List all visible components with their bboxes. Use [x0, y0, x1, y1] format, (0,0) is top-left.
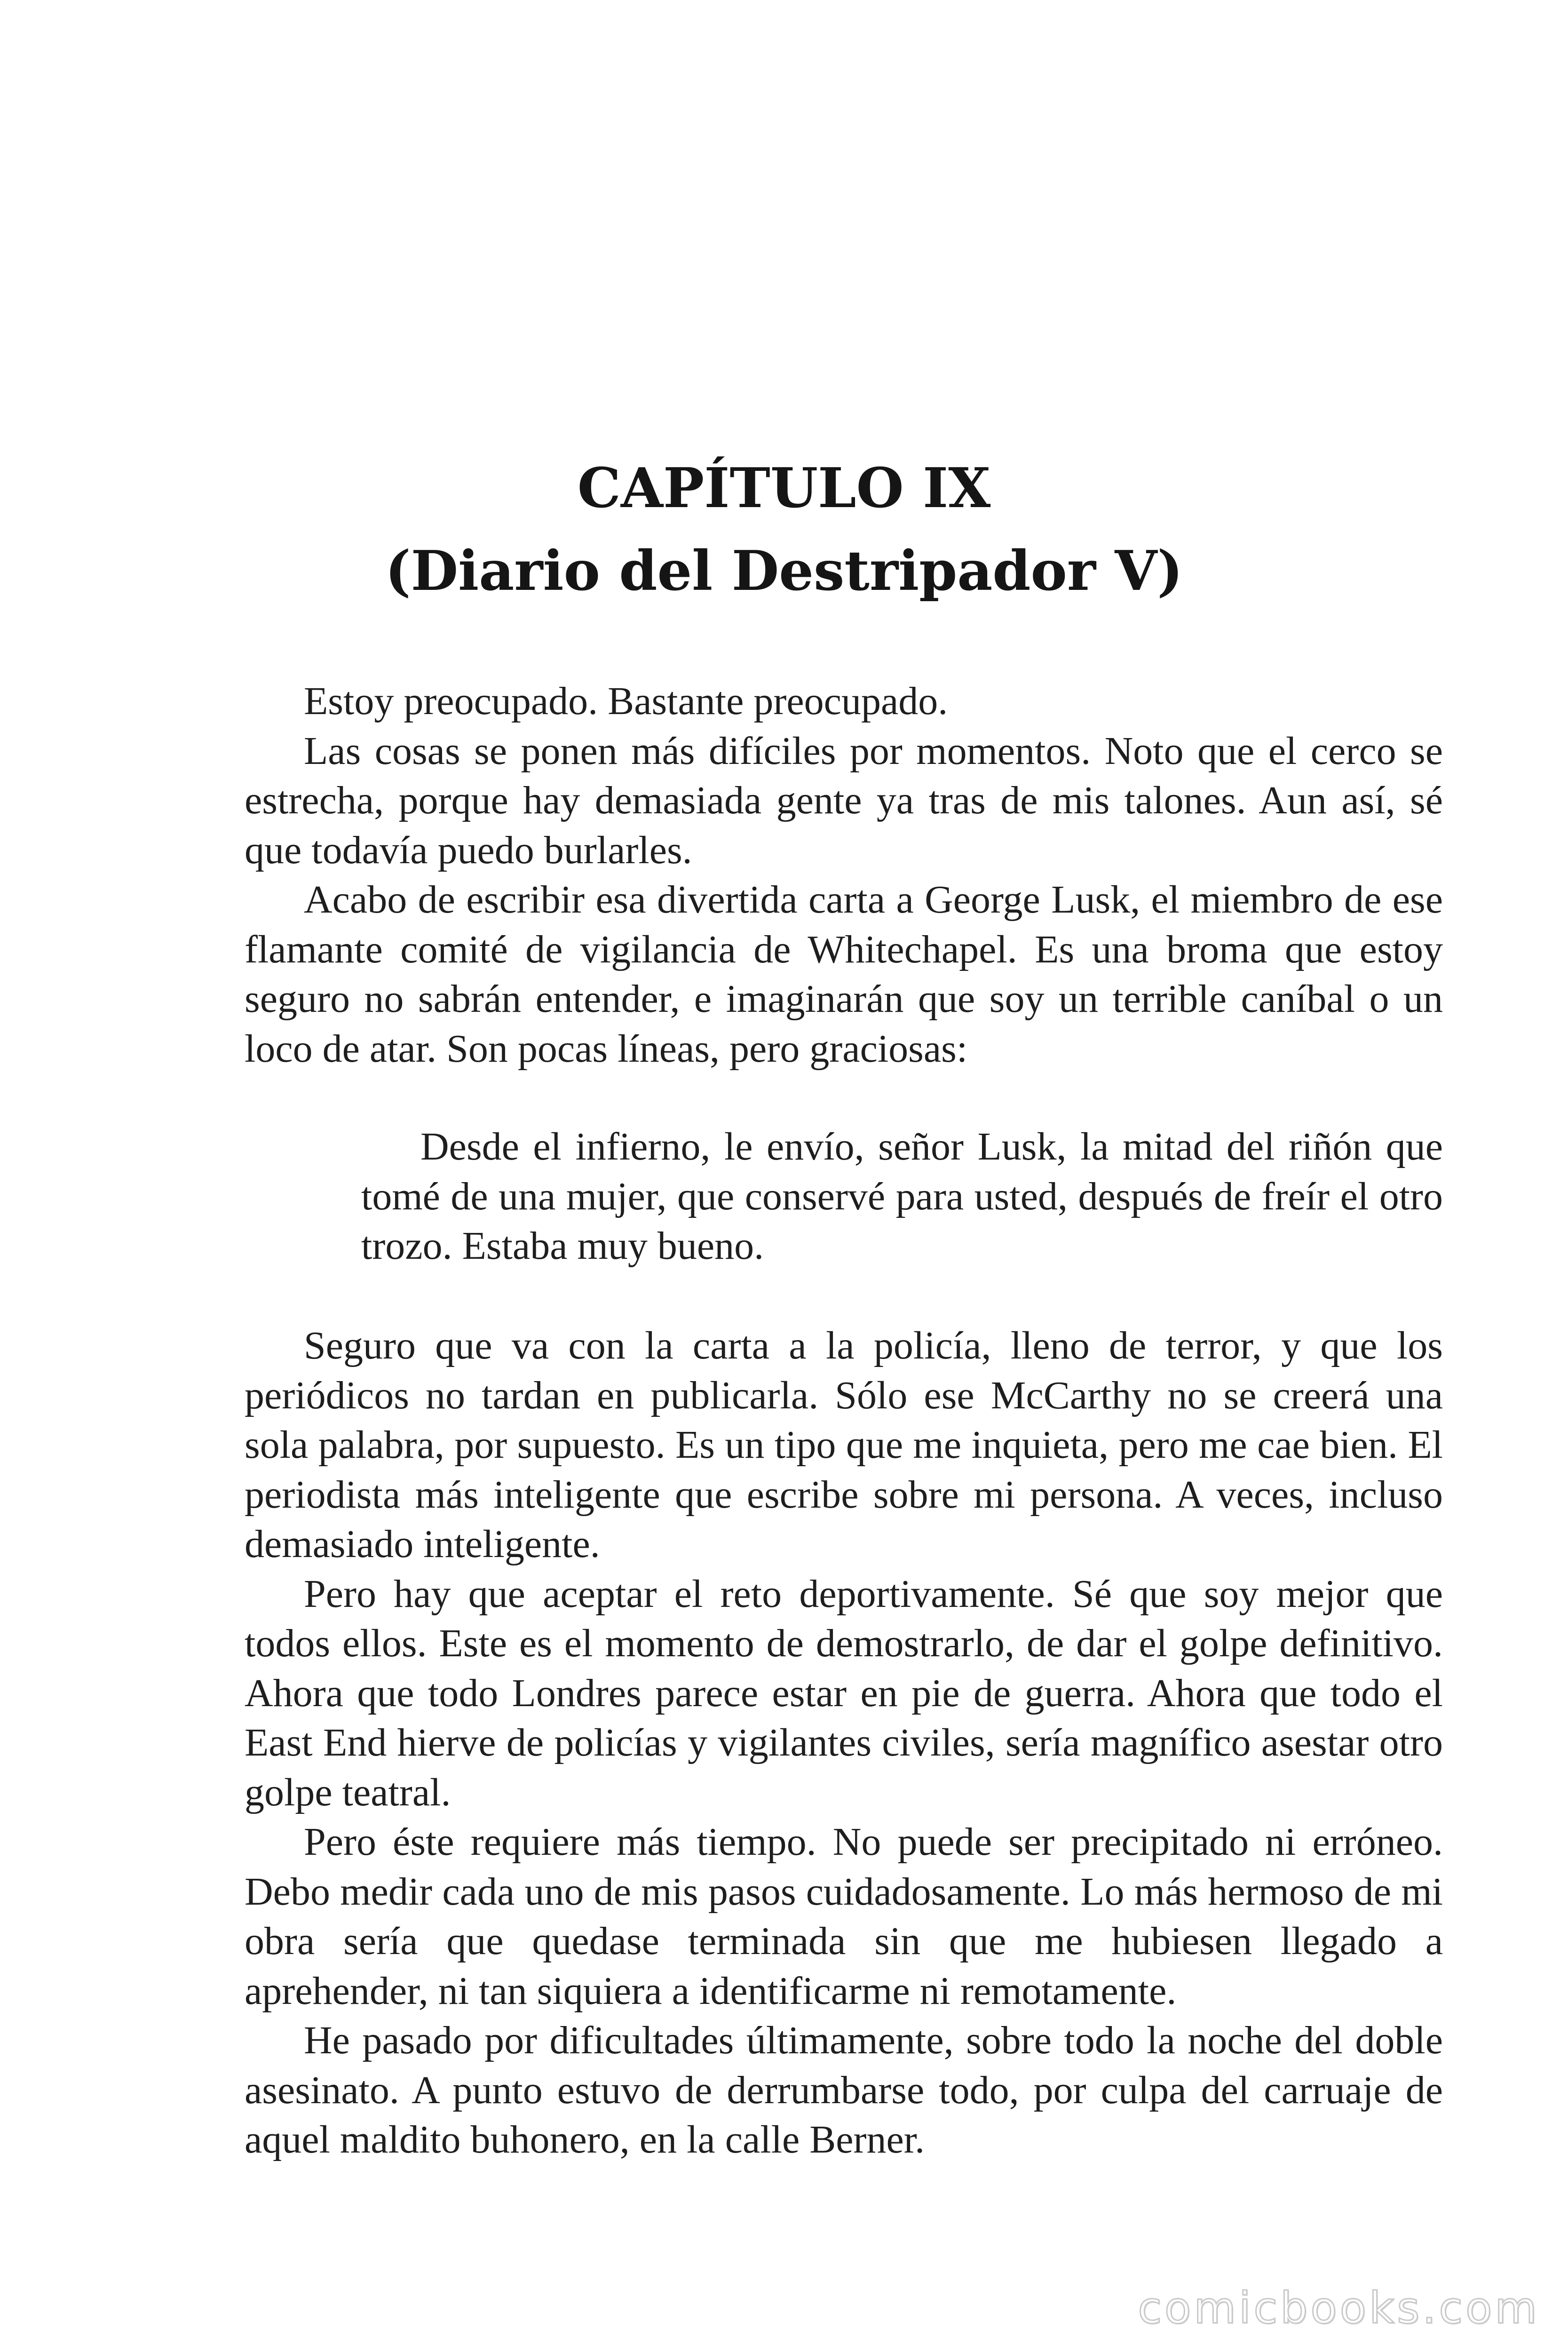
chapter-subtitle: (Diario del Destripador V)	[385, 539, 1183, 603]
paragraph: Pero éste requiere más tiempo. No puede ser precipitado ni erróneo. Debo medir cada uno de mis pasos cuidadosamente. Lo más hermoso de mi obra sería que quedase terminada sin que me hubiesen llegado a aprehender, ni tan siquiera a identificarme ni remotamente.	[245, 1820, 1443, 2013]
paragraph: Pero hay que aceptar el reto deportivamente. Sé que soy mejor que todos ellos. Este es el momento de demostrarlo, de dar el golpe definitivo. Ahora que todo Londres parece estar en pie de guerra. Ahora que todo el East End hierve de policías y vigilantes civiles, sería magnífico asestar otro golpe teatral.	[245, 1572, 1443, 1814]
paragraph: Las cosas se ponen más difíciles por momentos. Noto que el cerco se estrecha, porque hay demasiada gente ya tras de mis talones. Aun así, sé que todavía puedo burlarles.	[245, 729, 1443, 872]
body-section-1	[245, 676, 1443, 1073]
paragraph: Estoy preocupado. Bastante preocupado.	[304, 679, 948, 723]
paragraph: He pasado por dificultades últimamente, sobre todo la noche del doble asesinato. A punto estuvo de derrumbarse todo, por culpa del carruaje de aquel maldito buhonero, en la calle Berner.	[245, 2018, 1443, 2161]
paragraph: Seguro que va con la carta a la policía, lleno de terror, y que los periódicos no tardan en publicarla. Sólo ese McCarthy no se creerá una sola palabra, por supuesto. Es un tipo que me inquieta, pero me cae bien. El periodista más inteligente que escribe sobre mi persona. A veces, incluso demasiado inteligente.	[245, 1324, 1443, 1566]
body-section-2	[245, 1321, 1443, 2165]
watermark: comicbooks.com	[1138, 2283, 1540, 2333]
paragraph: Acabo de escribir esa divertida carta a George Lusk, el miembro de ese flamante comité de vigilancia de Whitechapel. Es una broma que estoy seguro no sabrán entender, e imaginarán que soy un terrible caníbal o un loco de atar. Son pocas líneas, pero graciosas:	[245, 878, 1443, 1071]
letter-text: Desde el infierno, le envío, señor Lusk, la mitad del riñón que tomé de una mujer, que conservé para usted, después de freír el otro trozo. Estaba muy bueno.	[361, 1125, 1443, 1268]
chapter-heading	[0, 447, 1568, 612]
quoted-letter	[361, 1122, 1443, 1271]
chapter-title: CAPÍTULO IX	[577, 456, 991, 520]
